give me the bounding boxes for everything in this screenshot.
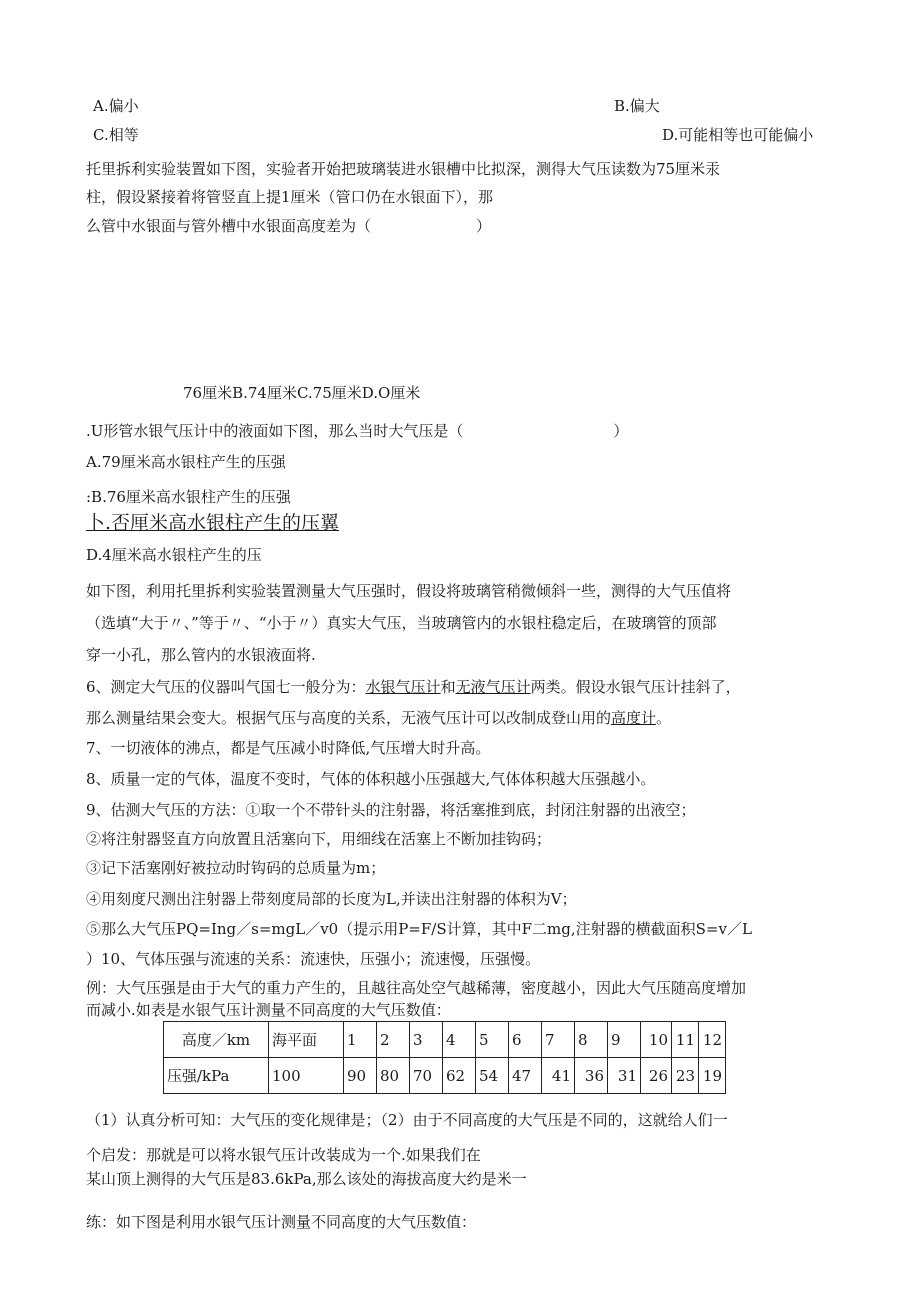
pressure-cell: 26 — [641, 1058, 672, 1094]
item9-step2: ②将注射器竖直方向放置且活塞向下，用细线在活塞上不断加挂钩码； — [86, 830, 552, 848]
height-cell: 11 — [672, 1022, 699, 1058]
pressure-cell: 62 — [443, 1058, 476, 1094]
u-tube-question: .U形管水银气压计中的液面如下图，那么当时大气压是（ ） — [86, 422, 629, 440]
option-a: A.偏小 — [93, 97, 139, 115]
item6-text-mid: 和 — [440, 678, 456, 696]
mercury-barometer-term: 水银气压计 — [365, 678, 441, 696]
example-line2: 而减小.如表是水银气压计测量不同高度的大气压数值： — [86, 1001, 451, 1019]
pressure-cell: 47 — [509, 1058, 542, 1094]
pressure-cell: 41 — [542, 1058, 575, 1094]
tilt-question-line2: （选填“大于〃、”等于〃、“小于〃）真实大气压，当玻璃管内的水银柱稳定后，在玻璃管的顶部 — [86, 614, 717, 632]
pressure-cell: 80 — [377, 1058, 410, 1094]
height-cell: 海平面 — [269, 1022, 344, 1058]
pressure-cell: 54 — [476, 1058, 509, 1094]
tilt-question-line3: 穿一小孔，那么管内的水银液面将. — [86, 646, 316, 664]
option-c: C.相等 — [93, 126, 139, 144]
item9-step3: ③记下活塞刚好被拉动时钩码的总质量为m； — [86, 859, 386, 877]
option-d: D.可能相等也可能偏小 — [662, 126, 814, 144]
practice-line: 练：如下图是利用水银气压计测量不同高度的大气压数值： — [86, 1213, 477, 1231]
height-cell: 3 — [410, 1022, 443, 1058]
item8: 8、质量一定的气体，温度不变时，气体的体积越小压强越大,气体体积越大压强越小。 — [86, 770, 656, 788]
pressure-cell: 19 — [699, 1058, 726, 1094]
item6-line2-pre: 那么测量结果会变大。根据气压与高度的关系，无液气压计可以改制成登山用的 — [86, 709, 612, 727]
height-cell: 4 — [443, 1022, 476, 1058]
u-tube-option-d: D.4厘米高水银柱产生的压 — [86, 546, 262, 564]
aneroid-barometer-term: 无液气压计 — [455, 678, 531, 696]
item6-line2-post: 。 — [656, 709, 672, 727]
torricelli-question-line3: 么管中水银面与管外槽中水银面高度差为（ ） — [86, 217, 492, 235]
height-cell: 12 — [699, 1022, 726, 1058]
item6-line1 — [86, 677, 741, 697]
torricelli-question-line1: 托里拆利实验装置如下图，实验者开始把玻璃装进水银槽中比拟深，测得大气压读数为75厘米汞 — [86, 160, 721, 178]
item9-step1: 9、估测大气压的方法：①取一个不带针头的注射器，将活塞推到底，封闭注射器的出液空； — [86, 801, 696, 819]
pressure-cell: 36 — [575, 1058, 608, 1094]
item6-line2 — [86, 708, 671, 728]
height-cell: 1 — [344, 1022, 377, 1058]
pressure-cell: 90 — [344, 1058, 377, 1094]
item9-step4: ④用刻度尺测出注射器上带刻度局部的长度为L,并读出注射器的体积为V； — [86, 890, 577, 908]
table-row-pressure — [164, 1058, 726, 1094]
tilt-question-line1: 如下图，利用托里拆利实验装置测量大气压强时，假设将玻璃管稍微倾斜一些，测得的大气压值将 — [86, 582, 732, 600]
table-row-height — [164, 1022, 726, 1058]
height-cell: 10 — [641, 1022, 672, 1058]
height-cell: 5 — [476, 1022, 509, 1058]
pressure-cell: 23 — [672, 1058, 699, 1094]
analysis-line2: 个启发：那就是可以将水银气压计改装成为一个.如果我们在 — [86, 1146, 481, 1164]
height-cell: 8 — [575, 1022, 608, 1058]
analysis-line3: 某山顶上测得的大气压是83.6kPa,那么该处的海拔高度大约是米一 — [86, 1170, 527, 1188]
height-cell: 9 — [608, 1022, 641, 1058]
height-cell: 2 — [377, 1022, 410, 1058]
pressure-cell: 100 — [269, 1058, 344, 1094]
pressure-label-cell: 压强/kPa — [164, 1058, 269, 1094]
u-tube-option-b: :B.76厘米高水银柱产生的压强 — [86, 488, 291, 506]
example-line1: 例：大气压强是由于大气的重力产生的，且越往高处空气越稀薄，密度越小，因此大气压随高度增加 — [86, 979, 747, 997]
item6-text-pre: 6、测定大气压的仪器叫气国七一般分为： — [86, 678, 366, 696]
item6-text-post: 两类。假设水银气压计挂斜了， — [530, 678, 741, 696]
altimeter-term: 高度计 — [611, 709, 657, 727]
option-b: B.偏大 — [614, 97, 660, 115]
height-label-cell: 高度／km — [164, 1022, 269, 1058]
pressure-cell: 70 — [410, 1058, 443, 1094]
pressure-cell: 31 — [608, 1058, 641, 1094]
torricelli-answers: 76厘米B.74厘米C.75厘米D.O厘米 — [183, 384, 421, 402]
height-cell: 6 — [509, 1022, 542, 1058]
height-cell: 7 — [542, 1022, 575, 1058]
item10: ）10、气体压强与流速的关系：流速快，压强小；流速慢，压强慢。 — [86, 950, 541, 968]
item9-step5: ⑤那么大气压PQ=Ing／s=mgL／v0（提示用P=F/S计算，其中F二mg,注射器的横截面积S=v／L — [86, 920, 752, 938]
torricelli-question-line2: 柱，假设紧接着将管竖直上提1厘米（管口仍在水银面下），那 — [86, 188, 494, 206]
pressure-altitude-table — [163, 1021, 726, 1094]
u-tube-option-a: A.79厘米高水银柱产生的压强 — [86, 453, 286, 471]
u-tube-option-c: 卜.否厘米高水银柱产生的压翼 — [86, 512, 340, 534]
analysis-line1: （1）认真分析可知：大气压的变化规律是；（2）由于不同高度的大气压是不同的，这就给人们一 — [86, 1111, 728, 1129]
item7: 7、一切液体的沸点，都是气压减小时降低,气压增大时升高。 — [86, 739, 491, 757]
